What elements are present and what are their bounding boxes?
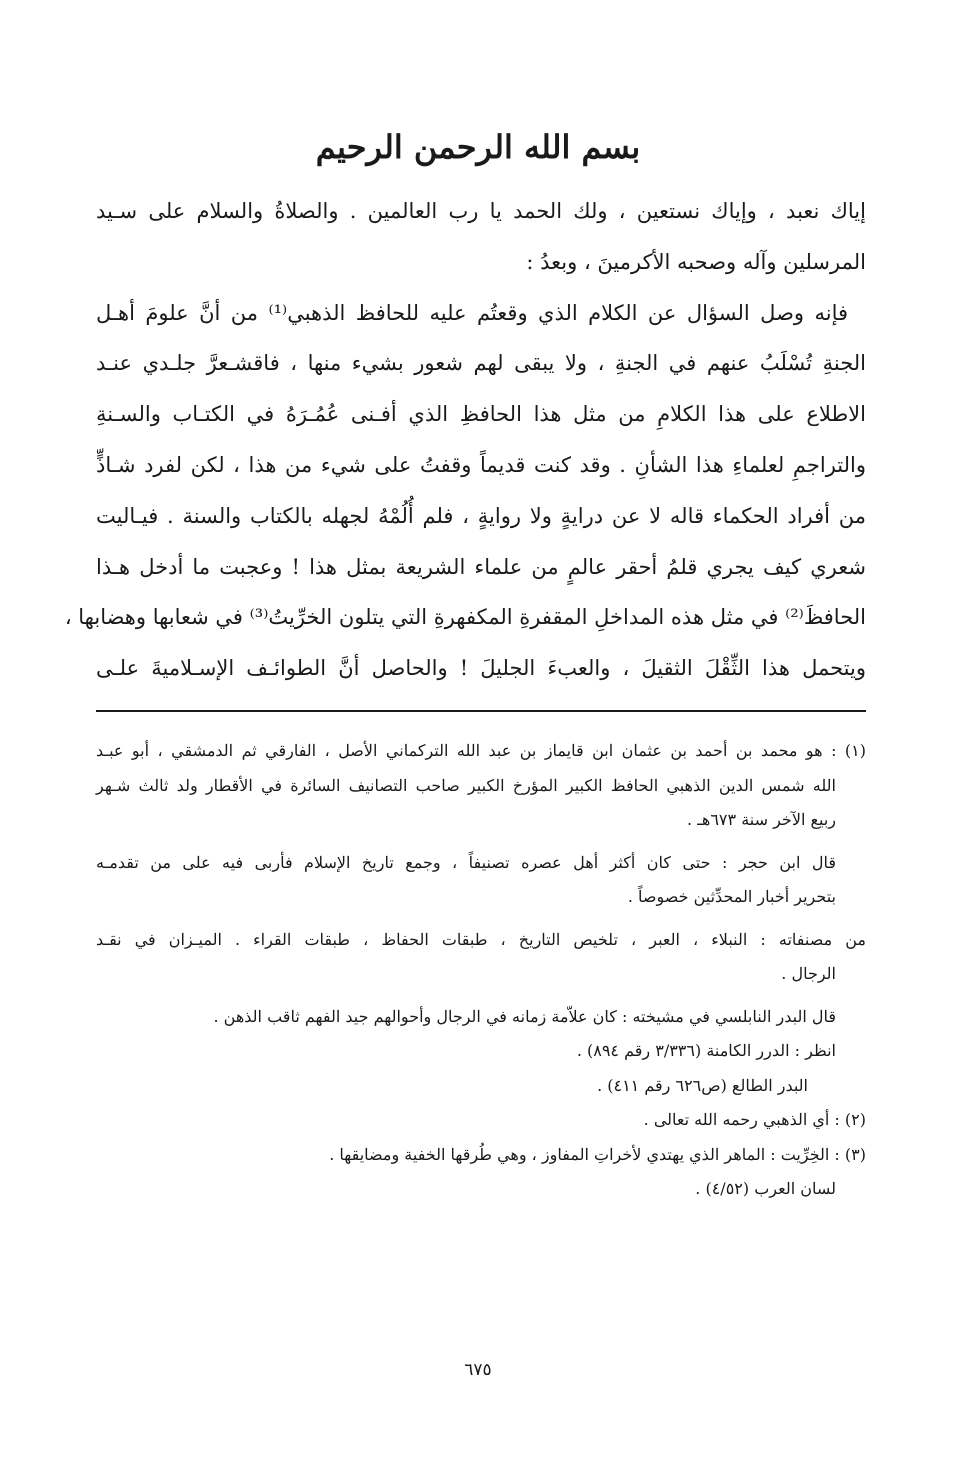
page-number: ٦٧٥ — [464, 1360, 492, 1380]
footnote-1-line: (١) : هو محمد بن أحمد بن عثمان ابن قايماز بن عبد الله التركماني الأصل ، الفارقي ثم الدمشقي ، أبو عبـد — [96, 741, 866, 760]
footnote-1-paragraph: بتحرير أخبار المحدِّثين خصوصاً . — [627, 887, 836, 906]
body-line: الحافظَ⁽²⁾ في مثل هذه المداخلِ المقفرةِ المكفهرةِ التي يتلون الخرِّيتُ⁽³⁾ في شعابها وهضابها ، — [64, 605, 866, 630]
footnote-1-paragraph: من مصنفاته : النبلاء ، العبر ، تلخيص التاريخ ، طبقات الحفاظ ، طبقات القراء . الميـزان في نقـد — [96, 929, 866, 949]
footnote-1-line: ربيع الآخر سنة ٦٧٣هـ . — [687, 810, 836, 829]
footnote-1-paragraph: قال البدر النابلسي في مشيخته : كان علاّمة زمانه في الرجال وأحوالهم جيد الفهم ثاقب الذهن . — [213, 1006, 836, 1026]
footnote-2: (٢) : أي الذهبي رحمه الله تعالى . — [643, 1110, 866, 1129]
footnote-1-reference: انظر : الدرر الكامنة (٣/٣٣٦ رقم ٨٩٤) . — [576, 1041, 836, 1060]
footnote-3-line: (٣) : الخِرِّيت : الماهر الذي يهتدي لأخراتِ المفاوز ، وهي طُرقها الخفية ومضايقها . — [329, 1144, 866, 1164]
footnote-divider — [96, 710, 866, 712]
footnote-3-reference: لسان العرب (٤/٥٢) . — [695, 1179, 836, 1198]
body-line: شعري كيف يجري قلمُ أحقر عالمٍ من علماء الشريعة بمثل هذا ! وعجبت ما أدخل هـذا — [96, 554, 866, 579]
body-line: ويتحمل هذا الثِّقْلَ الثقيلَ ، والعبءَ الجليلَ ! والحاصل أنَّ الطوائـف الإسـلاميةَ علـى — [96, 656, 866, 681]
footnote-1-reference: البدر الطالع (ص٦٢٦ رقم ٤١١) . — [597, 1075, 808, 1095]
footnote-1-line: الله شمس الدين الذهبي الحافظ الكبير المؤرخ الكبير صاحب التصانيف السائرة في الأقطار ولد ثالث شـهر — [96, 775, 836, 795]
page-title: بسم الله الرحمن الرحيم — [315, 128, 641, 166]
footnote-1-paragraph: الرجال . — [781, 964, 836, 983]
body-line: فإنه وصل السؤال عن الكلام الذي وقعتُم عليه للحافظ الذهبي⁽¹⁾ من أنَّ علومَ أهـل — [96, 300, 849, 325]
footnotes — [96, 734, 866, 1207]
body-line: من أفراد الحكماء قاله لا عن درايةٍ ولا روايةٍ ، فلم أُلُمْهُ لجهله بالكتاب والسنة . فيـاليت — [96, 503, 866, 528]
body-line: الجنةِ تُسْلَبُ عنهم في الجنةِ ، ولا يبقى لهم شعور بشيء منها ، فاقشـعرَّ جلـدي عنـد — [96, 351, 866, 376]
footnote-1-paragraph: قال ابن حجر : حتى كان أكثر أهل عصره تصنيفاً ، وجمع تاريخ الإسلام فأربى فيه على من تقدمـه — [96, 852, 836, 872]
body-line: المرسلين وآله وصحبه الأكرمينَ ، وبعدُ : — [526, 249, 866, 274]
body-line: الاطلاع على هذا الكلامِ من مثل هذا الحافظِ الذي أفـنى عُمُـرَهُ في الكتـاب والسـنةِ — [96, 402, 866, 427]
body-line: إياك نعبد ، وإياك نستعين ، ولك الحمد يا رب العالمين . والصلاةُ والسلام على سـيد — [96, 199, 866, 223]
main-text — [64, 186, 866, 694]
body-line: والتراجمِ لعلماءِ هذا الشأنِ . وقد كنت قديماً وقفتُ على شيء من هذا ، لكن لفرد شـاذٍّ — [96, 452, 866, 477]
